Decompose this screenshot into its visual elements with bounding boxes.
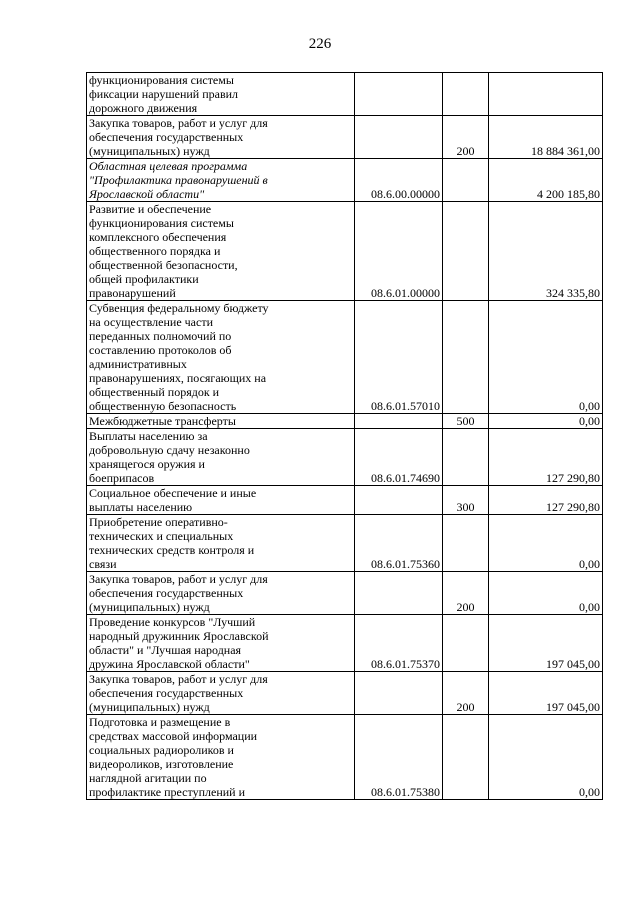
expense-type-cell — [443, 159, 489, 202]
expense-type-cell — [443, 615, 489, 672]
item-name-cell: Закупка товаров, работ и услуг для обеспечения государственных (муниципальных) нужд — [87, 116, 355, 159]
amount-cell: 0,00 — [489, 414, 603, 429]
table-row — [87, 301, 603, 414]
amount-cell — [489, 73, 603, 116]
expense-type-cell — [443, 429, 489, 486]
item-name-cell: функционирования системы фиксации нарушений правил дорожного движения — [87, 73, 355, 116]
table-row — [87, 73, 603, 116]
target-article-cell — [355, 414, 443, 429]
target-article-cell: 08.6.01.75380 — [355, 715, 443, 800]
target-article-cell — [355, 672, 443, 715]
table-row — [87, 414, 603, 429]
amount-cell: 197 045,00 — [489, 615, 603, 672]
amount-cell: 127 290,80 — [489, 429, 603, 486]
amount-cell: 0,00 — [489, 301, 603, 414]
expense-type-cell — [443, 301, 489, 414]
expense-type-cell: 200 — [443, 572, 489, 615]
table-row — [87, 515, 603, 572]
table-row — [87, 572, 603, 615]
target-article-cell: 08.6.01.74690 — [355, 429, 443, 486]
expense-type-cell: 500 — [443, 414, 489, 429]
target-article-cell — [355, 486, 443, 515]
amount-cell: 197 045,00 — [489, 672, 603, 715]
budget-table — [86, 72, 603, 800]
expense-type-cell — [443, 515, 489, 572]
budget-table-body — [87, 73, 603, 800]
item-name-cell: Межбюджетные трансферты — [87, 414, 355, 429]
target-article-cell: 08.6.01.75360 — [355, 515, 443, 572]
target-article-cell: 08.6.00.00000 — [355, 159, 443, 202]
amount-cell: 4 200 185,80 — [489, 159, 603, 202]
table-row — [87, 486, 603, 515]
table-row — [87, 715, 603, 800]
item-name-cell: Развитие и обеспечение функционирования системы комплексного обеспечения общественного порядка и общественной безопасности, общей профилактики правонарушений — [87, 202, 355, 301]
table-row — [87, 615, 603, 672]
page-number: 226 — [308, 36, 332, 52]
item-name-cell: Приобретение оперативно- технических и специальных технических средств контроля и связи — [87, 515, 355, 572]
item-name-cell: Социальное обеспечение и иные выплаты населению — [87, 486, 355, 515]
item-name-cell: Выплаты населению за добровольную сдачу незаконно хранящегося оружия и боеприпасов — [87, 429, 355, 486]
item-name-cell: Проведение конкурсов "Лучший народный дружинник Ярославской области" и "Лучшая народная дружина Ярославской области" — [87, 615, 355, 672]
amount-cell: 0,00 — [489, 515, 603, 572]
expense-type-cell: 200 — [443, 116, 489, 159]
target-article-cell — [355, 572, 443, 615]
item-name-cell: Закупка товаров, работ и услуг для обеспечения государственных (муниципальных) нужд — [87, 672, 355, 715]
table-row — [87, 159, 603, 202]
table-row — [87, 116, 603, 159]
target-article-cell — [355, 116, 443, 159]
expense-type-cell: 300 — [443, 486, 489, 515]
target-article-cell: 08.6.01.75370 — [355, 615, 443, 672]
target-article-cell: 08.6.01.00000 — [355, 202, 443, 301]
amount-cell: 18 884 361,00 — [489, 116, 603, 159]
amount-cell: 0,00 — [489, 715, 603, 800]
table-row — [87, 672, 603, 715]
expense-type-cell: 200 — [443, 672, 489, 715]
item-name-cell: Закупка товаров, работ и услуг для обеспечения государственных (муниципальных) нужд — [87, 572, 355, 615]
item-name-cell: Субвенция федеральному бюджету на осуществление части переданных полномочий по составлению протоколов об административных правонарушениях, посягающих на общественный порядок и общественную безопасность — [87, 301, 355, 414]
amount-cell: 324 335,80 — [489, 202, 603, 301]
expense-type-cell — [443, 715, 489, 800]
target-article-cell — [355, 73, 443, 116]
table-row — [87, 429, 603, 486]
expense-type-cell — [443, 73, 489, 116]
item-name-cell: Областная целевая программа "Профилактика правонарушений в Ярославской области" — [87, 159, 355, 202]
table-row — [87, 202, 603, 301]
amount-cell: 127 290,80 — [489, 486, 603, 515]
item-name-cell: Подготовка и размещение в средствах массовой информации социальных радиороликов и видеороликов, изготовление наглядной агитации по профилактике преступлений и — [87, 715, 355, 800]
expense-type-cell — [443, 202, 489, 301]
amount-cell: 0,00 — [489, 572, 603, 615]
target-article-cell: 08.6.01.57010 — [355, 301, 443, 414]
